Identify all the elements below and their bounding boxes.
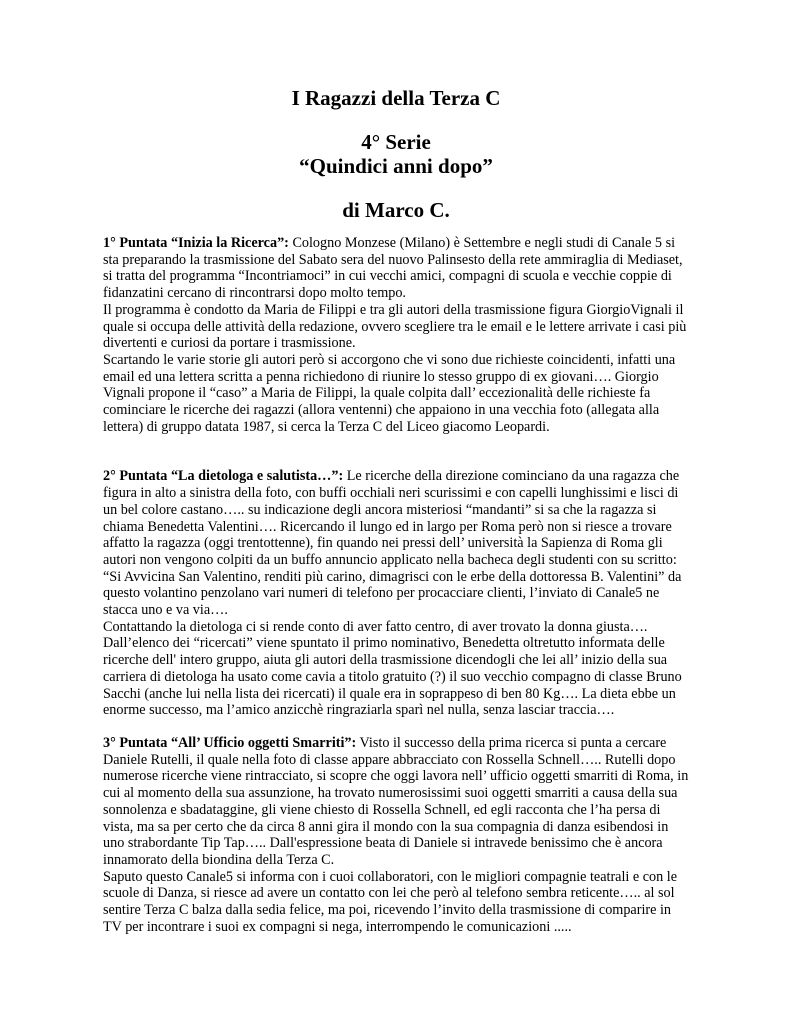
episode-1-intro-text: Cologno Monzese (Milano) è Settembre e negli studi di Canale 5 si sta preparando la trasmissione del Sabato sera del nuovo Palinsesto della rete ammiraglia di Mediaset, si tratta del programma “Incontriamoci” in cui vecchi amici, compagni di scuola e vecchie coppie di fidanzatini cercano di rincontrarsi dopo molto tempo. — [103, 235, 683, 302]
episode-1-paragraph-3: Scartando le varie storie gli autori però si accorgono che vi sono due richieste coincidenti, infatti una email ed una lettera scritta a penna richiedono di riunire lo stesso gruppo di ex giovani…. Giorgio Vignali propone il “caso” a Maria de Filippi, la quale colpita dall’ eccezionalità delle richieste fa cominciare le ricerche dei ragazzi (allora ventenni) che appaiono in una vecchia foto (allegata alla lettera) di gruppo datata 1987, si cerca la Terza C del Liceo giacomo Leopardi. — [103, 351, 676, 435]
document-title: I Ragazzi della Terza C — [291, 86, 501, 110]
series-number: 4° Serie — [361, 130, 431, 154]
author-line: di Marco C. — [342, 198, 450, 222]
episode-3-paragraph-1 — [103, 735, 689, 869]
episode-3-intro-text: Visto il successo della prima ricerca si punta a cercare Daniele Rutelli, il quale nella foto di classe appare abbracciato con Rossella Schnell….. Rutelli dopo numerose ricerche viene rintracciato, si scopre che oggi lavora nell’ ufficio oggetti smarriti di Roma, in cui al momento della sua assunzione, ha trovato numerosissimi suoi oggetti smarriti a causa della sua sonnolenza e sbadataggine, gli viene chiesto di Rossella Schnell, ed egli racconta che l’ha persa di vista, ma sa per certo che da circa 8 anni gira il mondo con la sua compagnia di danza esibendosi in uno strabordante Tip Tap….. Dall'espressione beata di Daniele si intravede benissimo che è ancora innamorato della biondina della Terza C. — [103, 734, 689, 868]
episode-1-paragraph-2: Il programma è condotto da Maria de Filippi e tra gli autori della trasmissione figura GiorgioVignali il quale si occupa delle attività della redazione, ovvero scegliere tra le email e le lettere arrivate i casi più divertenti e curiosi da portare i trasmissione. — [103, 301, 687, 352]
episode-2-paragraph-2: Contattando la dietologa ci si rende conto di aver fatto centro, di aver trovato la donna giusta…. Dall’elenco dei “ricercati” viene spuntato il primo nominativo, Benedetta oltretutto informata delle ricerche dell' intero gruppo, aiuta gli autori della trasmissione dicendogli che lei all’ inizio della sua carriera di dietologa ha usato come cavia a titolo gratuito (?) il suo vecchio compagno di classe Bruno Sacchi (anche lui nella lista dei ricercati) il quale era in soprappeso di ben 80 Kg…. La dieta ebbe un enorme successo, ma l’amico anzicchè ringraziarla sparì nel nulla, senza lasciar traccia…. — [103, 618, 682, 719]
document-page — [103, 86, 689, 935]
episode-2 — [103, 468, 689, 719]
episode-1-heading: 1° Puntata “Inizia la Ricerca”: — [103, 235, 289, 251]
episode-2-intro-text: Le ricerche della direzione cominciano da una ragazza che figura in alto a sinistra della foto, con buffi occhiali neri scurissimi e con capelli lunghissimi e lisci di un bel colore castano….. su indicazione degli ancora misteriosi “mandanti” si sa che la ragazza si chiama Benedetta Valentini…. Ricercando il lungo ed in largo per Roma però non si riesce a trovare affatto la ragazza (oggi trentottenne), fin quando nei pressi dell’ università la Sapienza di Roma gli autori non vengono colpiti da un buffo annuncio applicato nella bacheca degli studenti con su scritto: “Si Avvicina San Valentino, renditi più carino, dimagrisci con le erbe della dottoressa B. Valentini” da questo volantino penzolano vari numeri di telefono per procacciare clienti, l’inviato di Canale5 ne stacca uno e va via…. — [103, 468, 682, 619]
episode-3-heading: 3° Puntata “All’ Ufficio oggetti Smarriti”: — [103, 734, 357, 751]
episode-3 — [103, 735, 689, 935]
series-subtitle: “Quindici anni dopo” — [299, 154, 493, 178]
episode-1 — [103, 235, 689, 435]
episode-3-paragraph-2: Saputo questo Canale5 si informa con i cuoi collaboratori, con le migliori compagnie teatrali e con le scuole di Danza, si riesce ad avere un contatto con lei che però al telefono sembra reticente….. al sol sentire Terza C balza dalla sedia felice, ma poi, ricevendo l’invito della trasmissione di comparire in TV per incontrare i suoi ex compagni si nega, interrompendo le comunicazioni ..... — [103, 868, 678, 935]
episode-1-paragraph-1 — [103, 235, 689, 302]
episode-2-heading: 2° Puntata “La dietologa e salutista…”: — [103, 468, 344, 485]
episode-2-paragraph-1 — [103, 468, 689, 618]
